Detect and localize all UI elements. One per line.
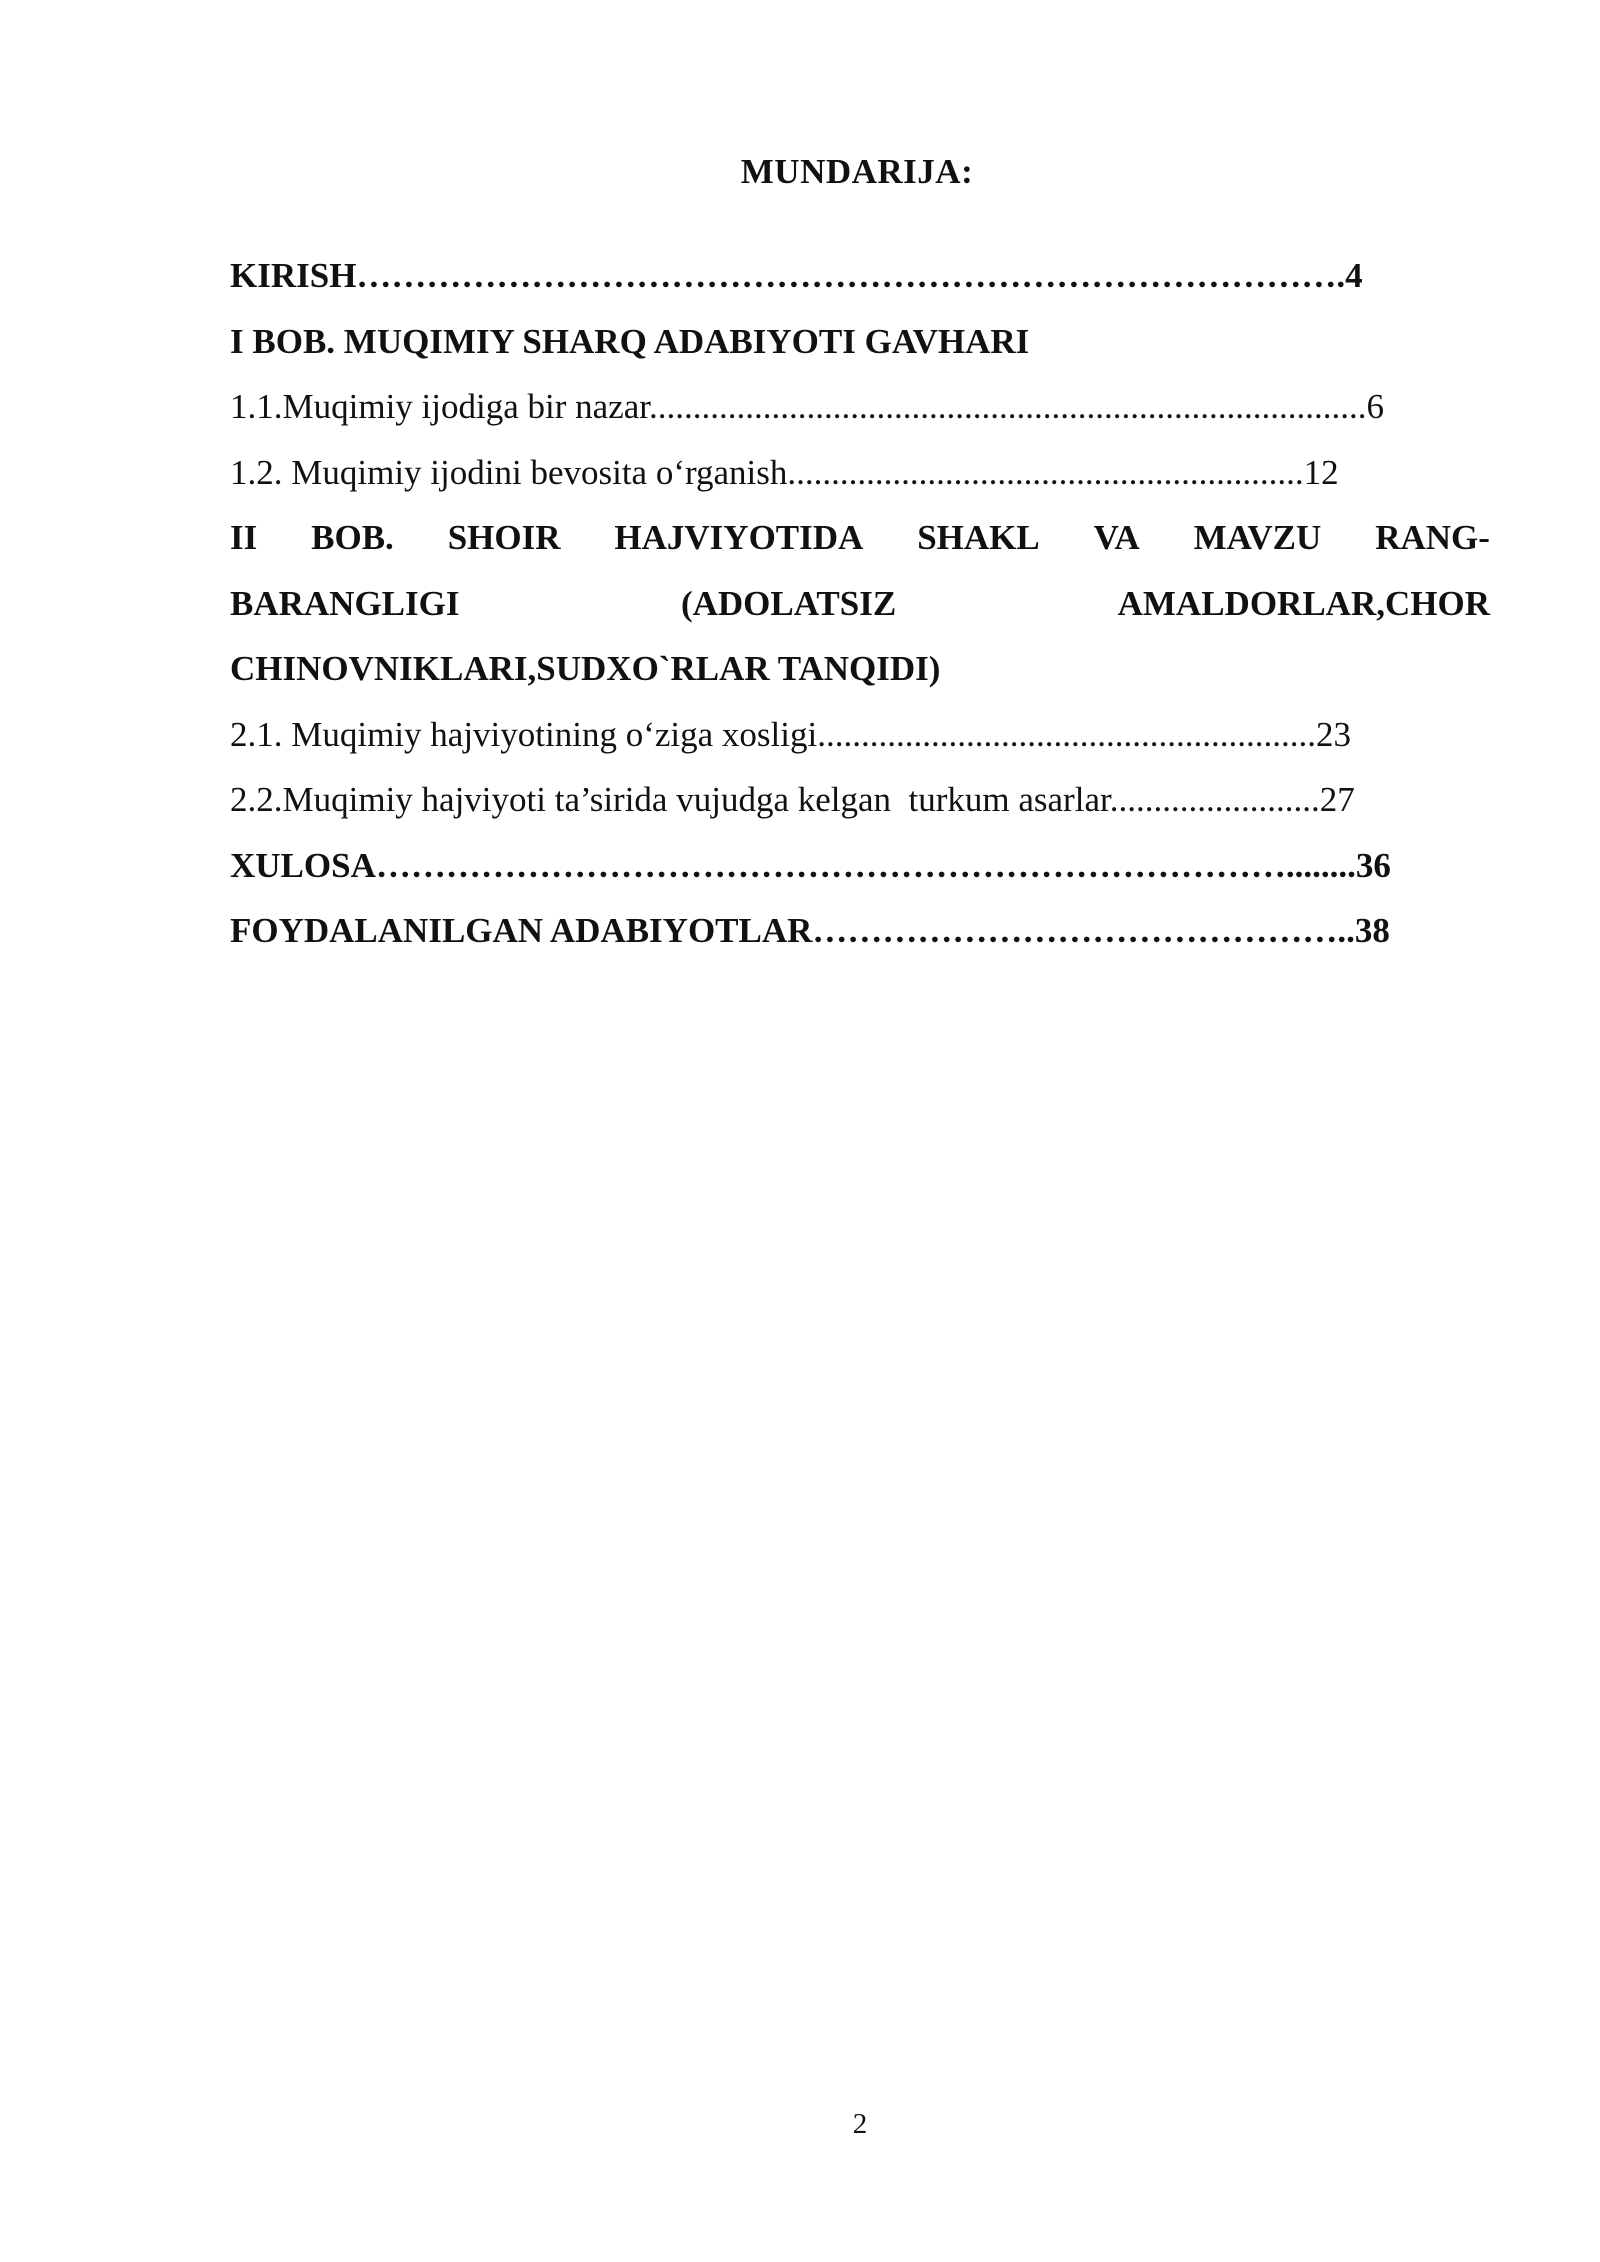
heading-word: SHAKL — [917, 518, 1040, 557]
chapter-2-line-1 — [230, 505, 1490, 571]
heading-text: CHINOVNIKLARI,SUDXO`RLAR TANQIDI) — [230, 649, 941, 688]
page-number — [0, 2108, 1600, 2141]
toc-title — [0, 152, 1600, 192]
heading-word: SHOIR — [447, 518, 561, 557]
chapter-2-line-2 — [230, 571, 1490, 637]
heading-word: BOB. — [311, 518, 394, 557]
toc-entry-text: XULOSA……………………………………………………………………........36 — [230, 845, 1391, 885]
toc-entry-2-1 — [230, 702, 1490, 768]
toc-entry-references — [230, 898, 1490, 964]
toc-entry-xulosa — [230, 833, 1490, 899]
toc-entry-text: 1.2. Muqimiy ijodini bevosita o‘rganish...........................................................12 — [230, 452, 1339, 492]
page-number-text: 2 — [852, 2108, 868, 2140]
toc-title-text: MUNDARIJA: — [740, 152, 974, 191]
chapter-2-line-3 — [230, 636, 1490, 702]
toc-entry-1-2 — [230, 440, 1490, 506]
toc-entry-1-1 — [230, 374, 1490, 440]
heading-word: MAVZU — [1193, 518, 1322, 557]
toc-entry-text: KIRISH………………………………………………………………………….4 — [230, 256, 1363, 295]
toc-entry-2-2 — [230, 767, 1490, 833]
table-of-contents — [230, 243, 1490, 964]
heading-word: AMALDORLAR,CHOR — [1117, 583, 1490, 623]
toc-entry-chapter-2 — [230, 505, 1490, 702]
toc-entry-text: 1.1.Muqimiy ijodiga bir nazar..................................................................................6 — [230, 387, 1384, 426]
heading-word: (ADOLATSIZ — [680, 583, 897, 623]
toc-entry-text: I BOB. MUQIMIY SHARQ ADABIYOTI GAVHARI — [230, 321, 1030, 361]
heading-word: HAJVIYOTIDA — [614, 518, 864, 557]
heading-word: RANG- — [1375, 518, 1490, 557]
toc-entry-text: 2.1. Muqimiy hajviyotining o‘ziga xosligi.........................................................23 — [230, 714, 1351, 754]
toc-entry-text: FOYDALANILGAN ADABIYOTLAR………………………………………..38 — [230, 911, 1390, 950]
toc-entry-kirish — [230, 243, 1490, 309]
toc-entry-chapter-1 — [230, 309, 1490, 375]
heading-word: II — [230, 518, 258, 557]
heading-word: VA — [1093, 518, 1140, 557]
toc-entry-text: 2.2.Muqimiy hajviyoti ta’sirida vujudga kelgan turkum asarlar........................27 — [230, 780, 1355, 819]
heading-word: BARANGLIGI — [230, 583, 460, 623]
